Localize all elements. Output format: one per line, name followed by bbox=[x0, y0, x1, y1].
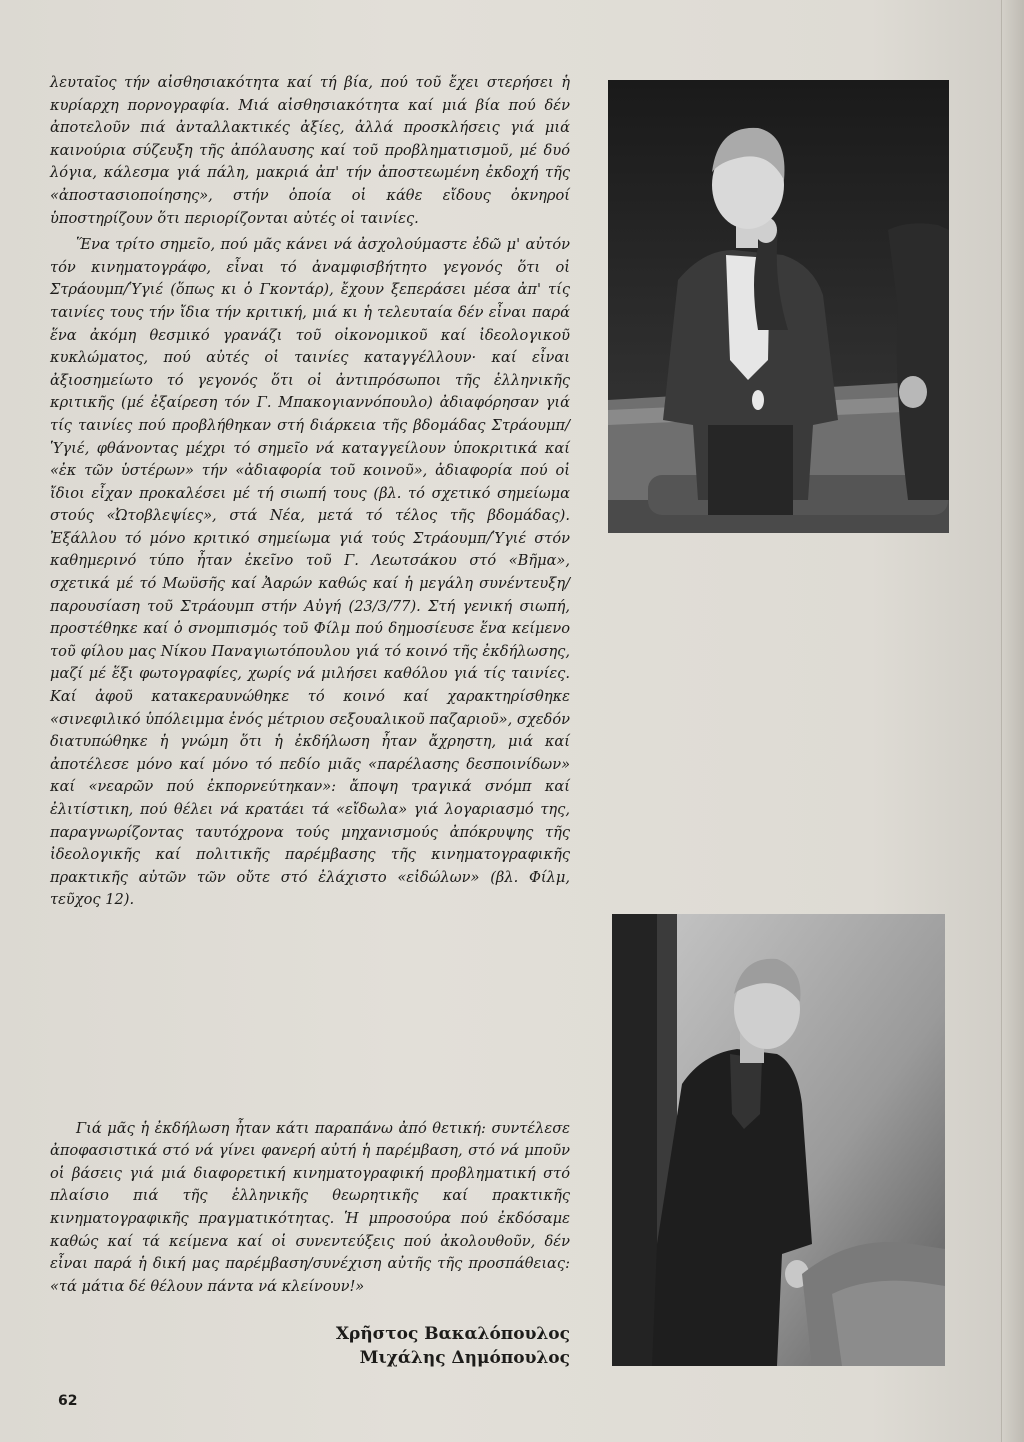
author-signature bbox=[250, 1322, 570, 1370]
article-body bbox=[50, 72, 570, 912]
author-name: Μιχάλης Δημόπουλος bbox=[359, 1348, 570, 1368]
photo-man-hand-on-chin bbox=[608, 80, 949, 533]
page-edge bbox=[1001, 0, 1024, 1442]
article-paragraph: λευταῖος τήν αἰσθησιακότητα καί τή βία, πού τοῦ ἔχει στερήσει ἡ κυρίαρχη πορνογραφία. Μιά αἰσθησιακότητα καί μιά βία πού δέν ἀποτελοῦν πιά ἀνταλλακτικές ἀξίες, ἀλλά προσκλήσεις γιά μιά καινούρια σύζευξη τῆς ἀπόλαυσης καί τοῦ προβληματισμοῦ, μέ δυό λόγια, κάλεσμα γιά πάλη, μακριά ἀπ' τήν ἀποστεωμένη ἐκδοχή τῆς «ἀποστασιοποίησης», στήν ὁποία οἱ κάθε εἴδους ὀκνηροί ὑποστηρίζουν ὅτι περιορίζονται αὐτές οἱ ταινίες. bbox=[50, 74, 570, 227]
author-name: Χρῆστος Βακαλόπουλος bbox=[335, 1324, 570, 1344]
page-number: 62 bbox=[58, 1393, 78, 1409]
photo-illustration bbox=[612, 914, 945, 1366]
photo-illustration bbox=[608, 80, 949, 533]
photo-man-dark-jacket bbox=[612, 914, 945, 1366]
closing-paragraph: Γιά μᾶς ἡ ἐκδήλωση ἦταν κάτι παραπάνω ἀπό θετική: συντέλεσε ἀποφασιστικά στό νά γίνει φανερή αὐτή ἡ παρέμβαση, στό νά μποῦν οἱ βάσεις γιά μιά διαφορετική κινηματογραφική προβληματική στό πλαίσιο πιά τῆς ἑλληνικῆς θεωρητικῆς καί πρακτικῆς κινηματογραφικῆς πραγματικότητας. Ἡ μπροσούρα πού ἐκδόσαμε καθώς καί τά κείμενα καί οἱ συνεντεύξεις πού ἀκολουθοῦν, δέν εἶναι παρά ἡ δική μας παρέμβαση/συνέχιση αὐτῆς τῆς προσπάθειας: «τά μάτια δέ θέλουν πάντα νά κλείνουν!» bbox=[50, 1119, 570, 1295]
article-paragraph: Ἕνα τρίτο σημεῖο, πού μᾶς κάνει νά ἀσχολούμαστε ἐδῶ μ' αὐτόν τόν κινηματογράφο, εἶναι τό ἀναμφισβήτητο γεγονός ὅτι οἱ Στράουμπ/Ὑγιέ (ὅπως κι ὁ Γκοντάρ), ἔχουν ξεπεράσει μέσα ἀπ' τίς ταινίες τους τήν ἴδια τήν κριτική, μιά κι ἡ τελευταία δέν εἶναι παρά ἕνα ἀκόμη θεσμικό γρανάζι τοῦ οἰκονομικοῦ καί ἰδεολογικοῦ κυκλώματος, πού αὐτές οἱ ταινίες καταγγέλλουν· καί εἶναι ἀξιοσημείωτο τό γεγονός ὅτι οἱ ἀντιπρόσωποι τῆς ἑλληνικῆς κριτικῆς (μέ ἐξαίρεση τόν Γ. Μπακογιαννόπουλο) ἀδιαφόρησαν γιά τίς ταινίες πού προβλήθηκαν στή διάρκεια τῆς βδομάδας Στράουμπ/Ὑγιέ, φθάνοντας μέχρι τό σημεῖο νά καταγγείλουν ὑποκριτικά καί «ἐκ τῶν ὑστέρων» τήν «ἀδιαφορία τοῦ κοινοῦ», ἀδιαφορία πού οἱ ἴδιοι εἶχαν προκαλέσει μέ τή σιωπή τους (βλ. τό σχετικό σημείωμα στούς «Ὠτοβλεψίες», στά Νέα, μετά τό τέλος τῆς βδομάδας). Ἐξάλλου τό μόνο κριτικό σημείωμα γιά τούς Στράουμπ/Ὑγιέ στόν καθημερινό τύπο ἦταν ἐκεῖνο τοῦ Γ. Λεωτσάκου στό «Βῆμα», σχετικά μέ τό Μωϋσῆς καί Ἀαρών καθώς καί ἡ μεγάλη συνέντευξη/παρουσίαση τοῦ Στράουμπ στήν Αὐγή (23/3/77). Στή γενική σιωπή, προστέθηκε καί ὁ σνομπισμός τοῦ Φίλμ πού δημοσίευσε ἕνα κείμενο τοῦ φίλου μας Νίκου Παναγιωτόπουλου γιά τό κοινό τῆς ἐκδήλωσης, μαζί μέ ἕξι φωτογραφίες, χωρίς νά μιλήσει καθόλου γιά τίς ταινίες. Καί ἀφοῦ κατακεραυνώθηκε τό κοινό καί χαρακτηρίσθηκε «σινεφιλικό ὑπόλειμμα ἑνός μέτριου σεξουαλικοῦ παζαριοῦ», σχεδόν διατυπώθηκε ἡ γνώμη ὅτι ἡ ἐκδήλωση ἦταν ἄχρηστη, μιά καί ἀποτέλεσε μόνο καί μόνο τό πεδίο μιᾶς «παρέλασης δεσποινίδων» καί «νεαρῶν πού ἐκπορνεύτηκαν»: ἄποψη τραγικά σνόμπ καί ἐλιτίστικη, πού θέλει νά κρατάει τά «εἴδωλα» γιά λογαριασμό της, παραγνωρίζοντας ταυτόχρονα τούς μηχανισμούς ἀπόκρυψης τῆς ἰδεολογικῆς καί πολιτικῆς παρέμβασης τῆς κινηματογραφικῆς πρακτικῆς αὐτῶν τῶν οὔτε στό ἐλάχιστο «εἰδώλων» (βλ. Φίλμ, τεῦχος 12). bbox=[50, 236, 570, 909]
